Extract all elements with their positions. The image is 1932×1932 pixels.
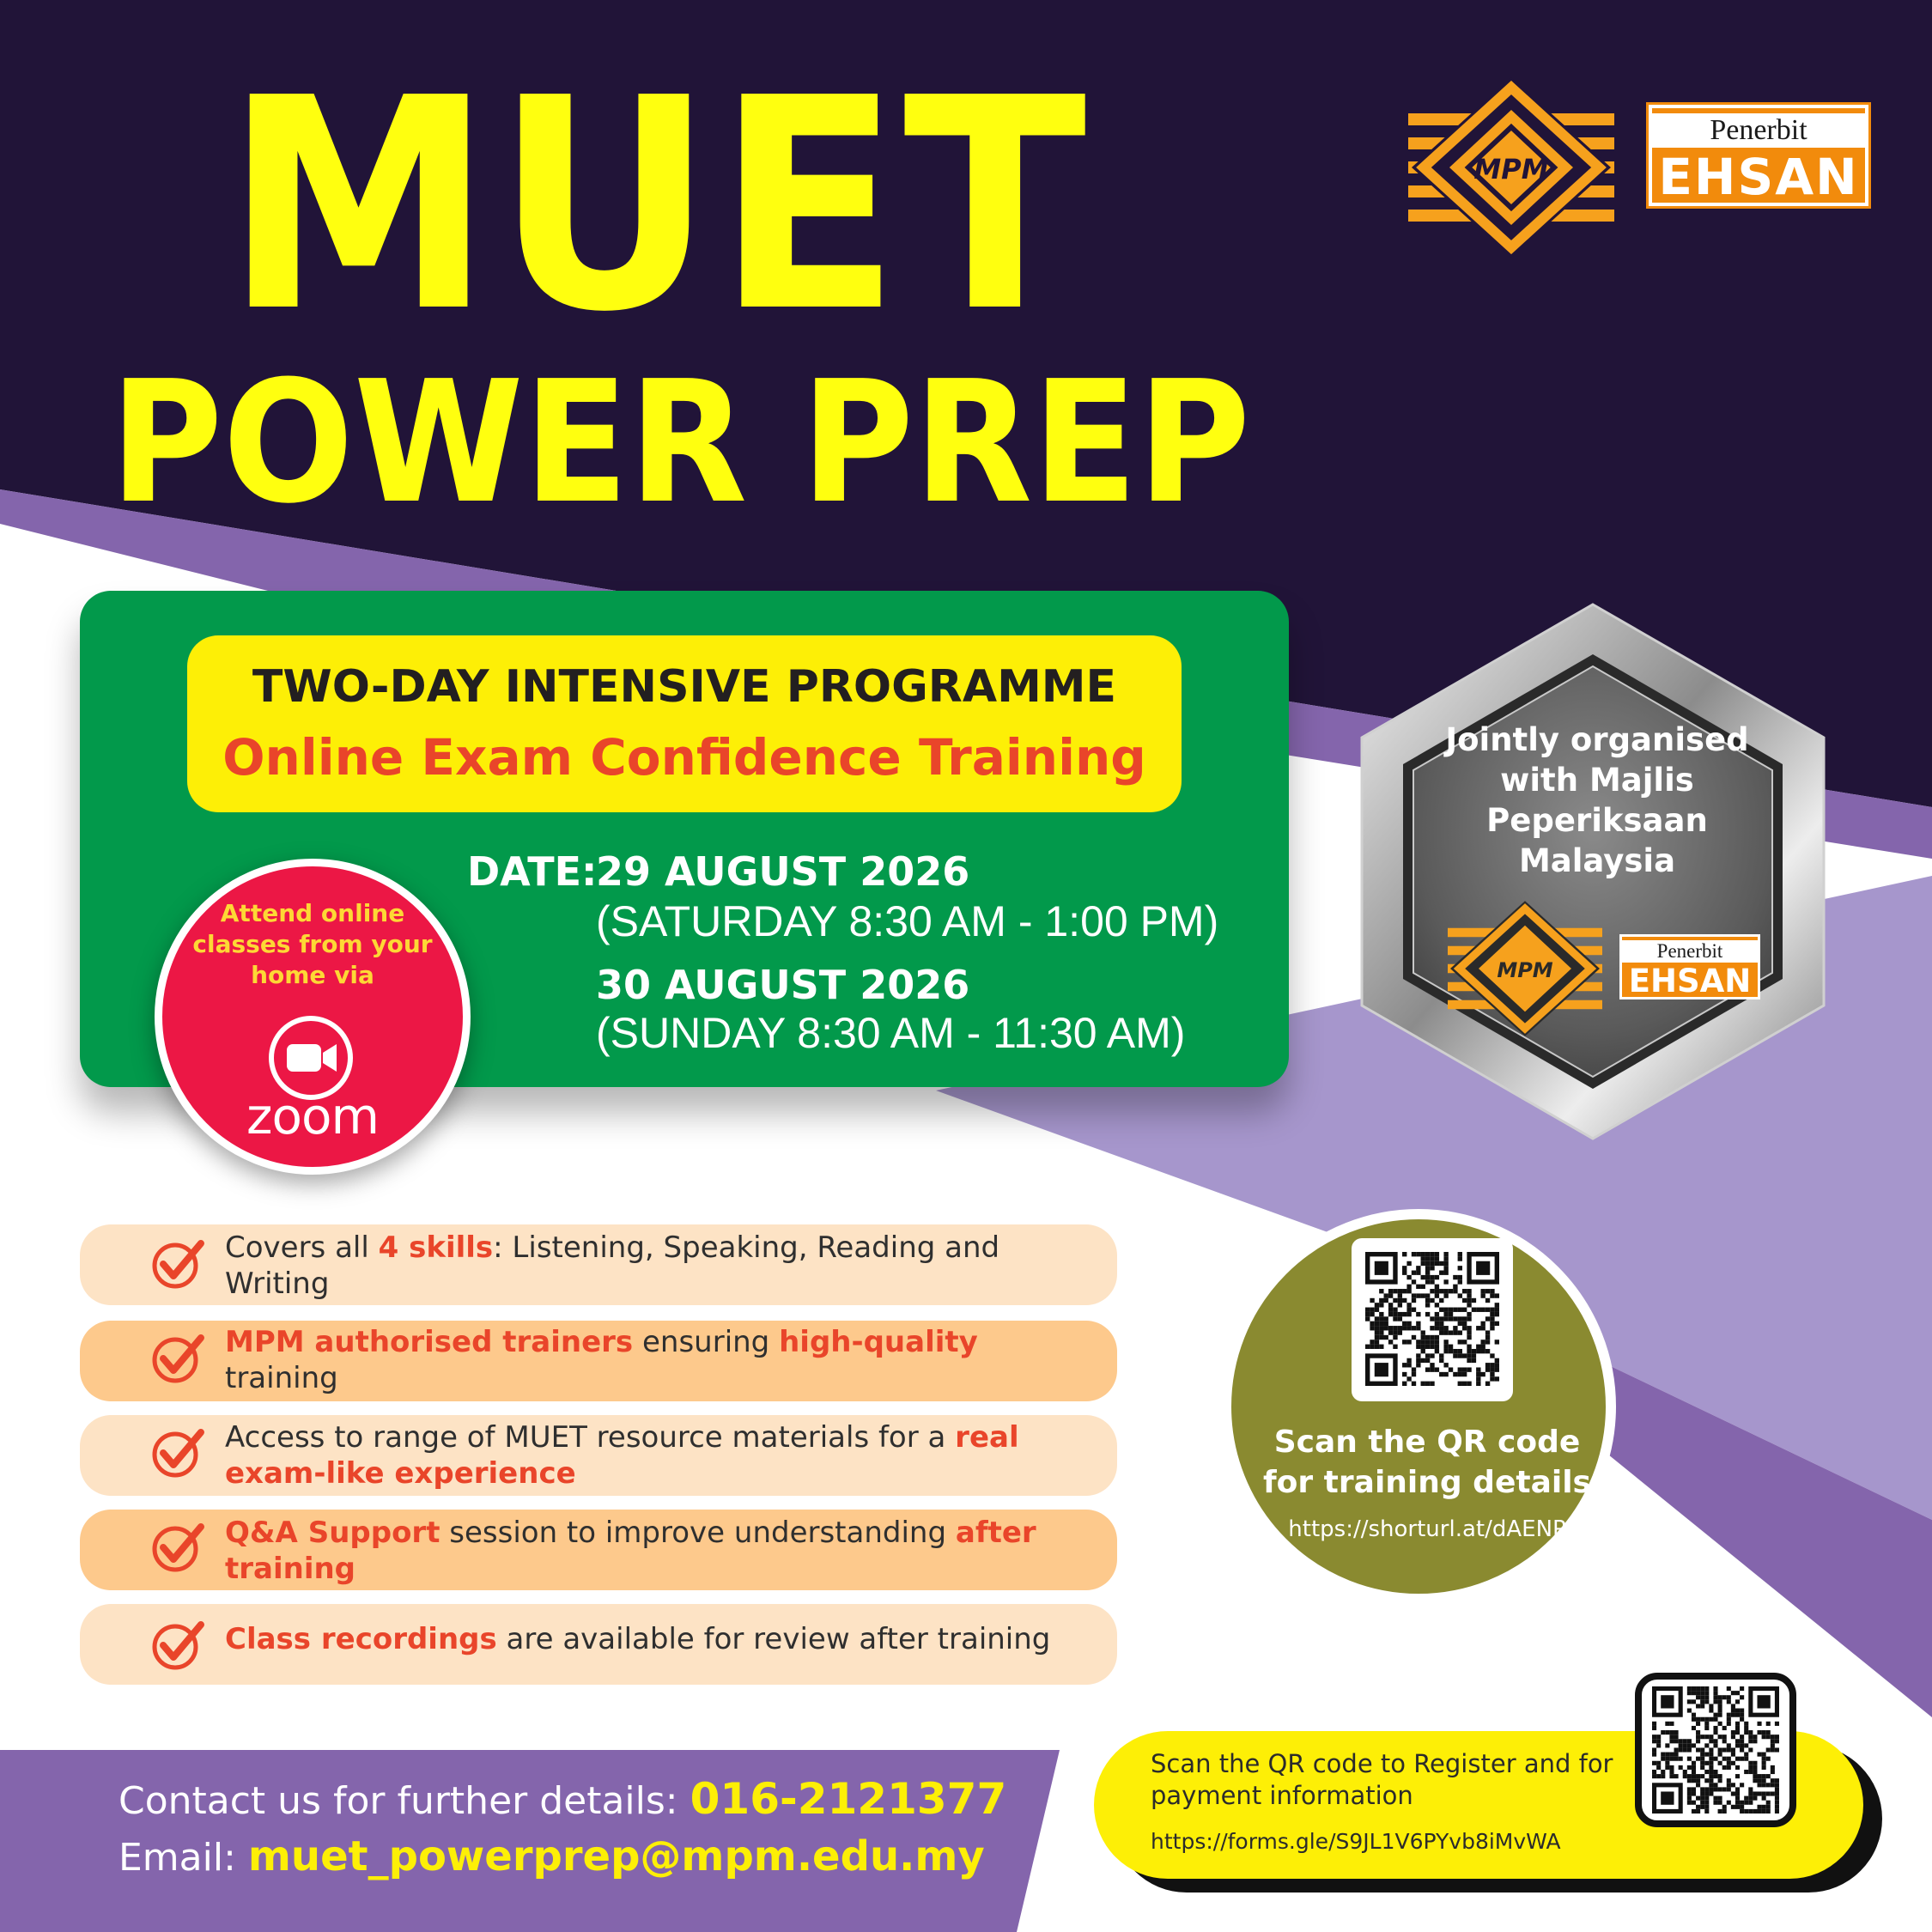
date-day-1: 29 AUGUST 2026 — [596, 848, 970, 895]
contact-phone[interactable]: 016-2121377 — [690, 1774, 1007, 1824]
badge-mpm-logo-text: MPM — [1497, 957, 1553, 982]
badge-text: Jointly organised with Majlis Peperiksaan Malaysia — [1445, 721, 1749, 879]
checkmark-icon — [151, 1618, 206, 1673]
zoom-wordmark: zoom — [246, 1087, 379, 1145]
date-day-2-time: (SUNDAY 8:30 AM - 11:30 AM) — [596, 1009, 1186, 1057]
qr-code-training-details[interactable] — [1365, 1252, 1499, 1386]
email-label: Email: — [118, 1836, 248, 1880]
penerbit-ehsan-logo — [1649, 105, 1868, 206]
training-details-text: Scan the QR code for training details — [1263, 1425, 1591, 1500]
headline-muet: MUET — [225, 36, 1091, 376]
zoom-badge-text: Attend online classes from your home via — [192, 899, 433, 989]
checkmark-icon — [151, 1425, 206, 1480]
mpm-logo — [1408, 77, 1614, 258]
feature-text-5: Class recordings are available for review after training — [225, 1622, 1051, 1656]
date-day-2: 30 AUGUST 2026 — [596, 962, 970, 1008]
programme-type: TWO-DAY INTENSIVE PROGRAMME — [252, 661, 1117, 713]
feature-text-3: Access to range of MUET resource materials for a real exam-like experience — [225, 1420, 1019, 1491]
badge-ehsan-top: Penerbit — [1622, 940, 1758, 963]
checkmark-icon — [151, 1236, 206, 1291]
mpm-logo-text: MPM — [1473, 153, 1549, 185]
date-day-1-time: (SATURDAY 8:30 AM - 1:00 PM) — [596, 897, 1219, 945]
checkmark-icon — [151, 1331, 206, 1386]
ehsan-logo-top: Penerbit — [1652, 113, 1865, 148]
date-label: DATE: — [467, 848, 598, 895]
contact-email[interactable]: muet_powerprep@mpm.edu.my — [247, 1832, 985, 1880]
programme-title: Online Exam Confidence Training — [222, 728, 1146, 787]
training-details-url[interactable]: https://shorturl.at/dAENP — [1288, 1516, 1566, 1542]
contact-label: Contact us for further details: — [118, 1779, 690, 1823]
headline-power-prep: POWER PREP — [110, 345, 1251, 541]
email-line — [118, 1832, 985, 1880]
badge-ehsan-logo — [1619, 934, 1760, 999]
contact-line — [118, 1774, 1006, 1824]
register-text: Scan the QR code to Register and for payment information — [1151, 1749, 1613, 1810]
feature-text-2: MPM authorised trainers ensuring high-quality training — [225, 1325, 978, 1395]
feature-text-4: Q&A Support session to improve understanding after training — [225, 1516, 1036, 1586]
feature-text-1: Covers all 4 skills: Listening, Speaking, Reading and Writing — [225, 1230, 1000, 1301]
qr-code-register[interactable] — [1652, 1686, 1779, 1814]
checkmark-icon — [151, 1520, 206, 1575]
ehsan-logo-main: EHSAN — [1658, 148, 1859, 206]
badge-ehsan-main: EHSAN — [1628, 963, 1752, 999]
badge-mpm-logo — [1448, 900, 1602, 1037]
register-url[interactable]: https://forms.gle/S9JL1V6PYvb8iMvWA — [1151, 1829, 1561, 1854]
